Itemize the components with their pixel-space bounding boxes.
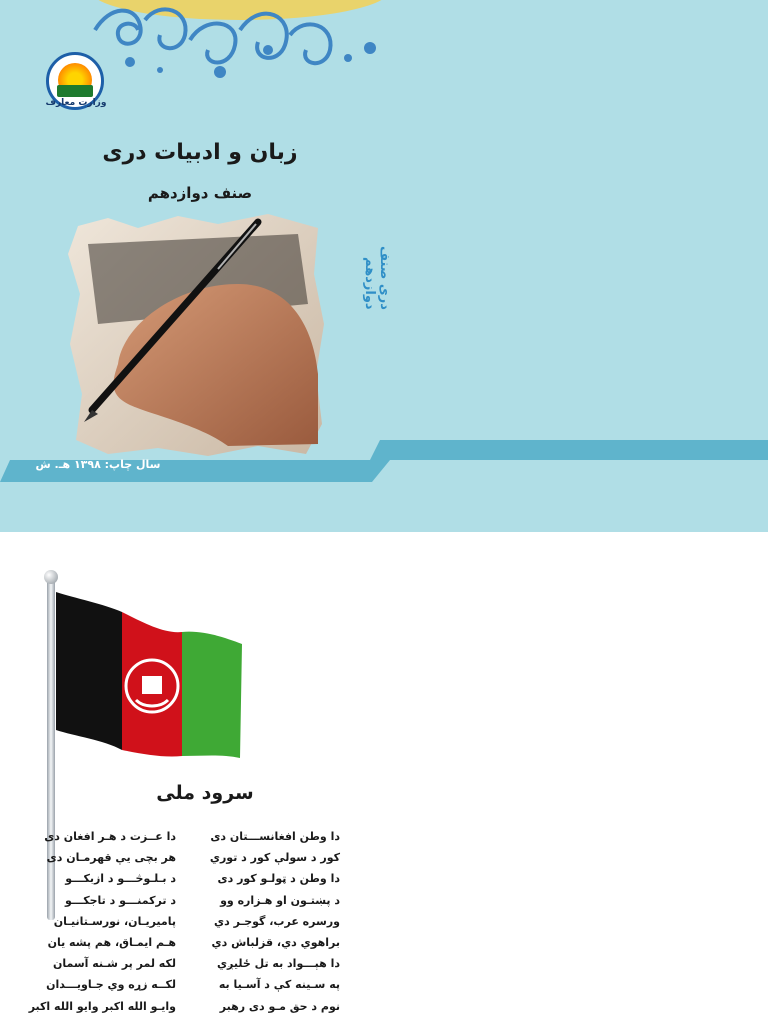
book-title: زبان و ادبیات دری xyxy=(102,140,298,165)
anthem-line: لکه لمر پر شـنه آسمان xyxy=(52,957,176,971)
logo-caption: وزارت معارف xyxy=(45,98,107,108)
anthem-line: هـم ایمـاق، هم پشه یان xyxy=(47,936,176,950)
anthem-line: د بـلـوڅـــو د ازبکـــو xyxy=(65,872,176,886)
anthem-line: د ترکمنـــو د تاجکـــو xyxy=(65,893,176,907)
anthem-line: لکــه زړه وي جـاویـــدان xyxy=(46,978,176,992)
anthem-line: هر بچی یې قهرمـان دی xyxy=(46,851,176,865)
anthem-column-right xyxy=(210,826,340,1017)
anthem-line: دا وطن افغانســـتان دی xyxy=(210,830,340,843)
anthem-line: دا هېـــواد به تل ځلیږي xyxy=(216,957,340,971)
anthem-line: کور د سولې کور د توري xyxy=(209,851,340,865)
anthem-line: د پښتـون او هـزاره وو xyxy=(220,893,340,907)
anthem-line: ورسره عرب، گوجـر دي xyxy=(214,914,340,928)
publication-year: سال چاپ: ۱۳۹۸ هـ. ش xyxy=(35,458,161,471)
anthem-line: دا عــزت د هـر افغان دی xyxy=(44,830,176,843)
book-icon xyxy=(57,85,93,97)
writing-hand-photo xyxy=(68,214,326,456)
spine-text: دری صنف دوازدهم xyxy=(362,246,392,310)
decorative-swirls xyxy=(90,0,390,90)
anthem-line: په سـینه کې د آسـیا به xyxy=(218,978,340,992)
anthem-title: سرود ملی xyxy=(156,782,254,804)
book-subtitle: صنف دوازدهم xyxy=(147,184,253,202)
anthem-line: براهوي دي، قزلباش دي xyxy=(211,936,340,950)
anthem-line: وایـو الله اکبر وایو الله اکبر xyxy=(28,999,176,1013)
anthem-line: نوم د حق مـو دی رهبر xyxy=(219,999,340,1013)
anthem-column-left xyxy=(28,826,176,1017)
anthem-line: دا وطن د ټولـو کور دی xyxy=(217,872,340,886)
anthem-line: پامیریـان، نورسـتانیـان xyxy=(53,914,176,928)
afghanistan-flag-icon xyxy=(54,590,244,760)
flag-pole-finial xyxy=(44,570,58,584)
